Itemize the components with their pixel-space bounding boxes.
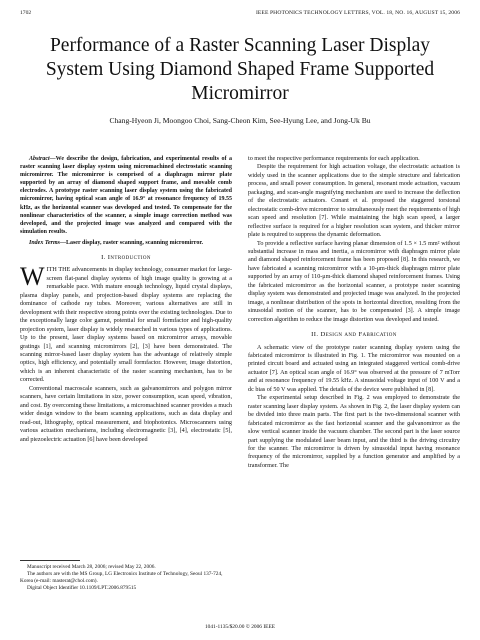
section-heading-design: II. Design and Fabrication [311, 331, 397, 339]
left-column [20, 155, 232, 444]
body-paragraph-1: Despite the requirement for high actuation voltage, the electrostatic actuation is widely used in the scanner applications due to the simple structure and fabrication process, and small power consumption. In general, resonant mode actuation, vacuum packaging, and scan-angle magnifying mechanism are used to increase the deflection of the electrostatic actuators. Conant et al. proposed the staggered torsional electrostatic comb-drive micromirror to simultaneously meet the requirements of high scan speed and resolution [7]. While maintaining the high scan speed, a larger reflective surface is required for a higher resolution scan system, and thicker mirror plate is required to suppress the dynamic deformation. [248, 164, 460, 239]
footnote-affiliation: The authors are with the MS Group, LG Electronics Institute of Technology, Seoul 137-724, Korea (e-mail: masterat@chol.com). [20, 571, 223, 585]
copyright-line: 1041-1135/$20.00 © 2006 IEEE [204, 624, 276, 630]
body-paragraph-3: A schematic view of the prototype raster scanning display system using the fabricated micromirror is illustrated in Fig. 1. The micromirror was mounted on a printed circuit board and actuated using an integrated staggered vertical comb-drive actuator [7]. An optical scan angle of 16.9° was observed at the pressure of 7 mTorr and at resonance frequency of 19.55 kHz. A sinusoidal voltage input of 100 V and a dc bias of 50 V was applied. The details of the device were published in [8]. [248, 344, 460, 393]
abstract-text: We describe the design, fabrication, and experimental results of a raster scanning laser display system using micromachined electrostatic scanning micromirror. The micromirror is comprised of a diaphragm mirror plate supported by an array of diamond shaped support frame, and movable comb electrodes. A prototype raster scanning laser display system using the fabricated micromirror, having optical scan angle of 16.9° at resonance frequency of 19.55 kHz, as the horizontal scanner was developed and tested. To compensate for the nonlinear characteristics of the scanner, a simple image correction method was developed, and the projected image was analyzed and compared with the simulation results. [20, 156, 232, 235]
title-line-3: Micromirror [191, 83, 289, 104]
intro-paragraph-1 [20, 262, 232, 384]
title-line-1: Performance of a Raster Scanning Laser Display [49, 35, 431, 56]
body-paragraph-2: To provide a reflective surface having planar dimension of 1.5 × 1.5 mm² without substantial increase in mass and inertia, a micromirror with diaphragm mirror plate and diamond shaped reinforcement frame has been proposed [8]. In this research, we have fabricated a scanning micromirror with a 10-μm-thick diaphragm mirror plate supported by an array of 110-μm-thick diamond shaped reinforcement frames. Using the fabricated micromirror as the horizontal scanner, a prototype raster scanning display system was demonstrated and projected image was analyzed. In the projected image, a nonlinear distribution of the spots in horizontal direction, resulting from the sinusoidal motion of the scanner, has to be compensated [3]. A simple image correction algorithm to reduce the image distortion was developed and tested. [248, 240, 460, 323]
drop-cap: W [20, 262, 45, 292]
index-terms-text: Laser display, raster scanning, scanning micromirror. [65, 239, 203, 246]
section-heading-introduction: I. Introduction [101, 254, 151, 262]
body-paragraph-0: to meet the respective performance requirements for each application. [248, 156, 420, 162]
footnote-received: Manuscript received March 28, 2006; revised May 22, 2006. [27, 564, 156, 570]
footnote-doi: Digital Object Identifier 10.1109/LPT.2006.879515 [27, 585, 137, 592]
paper-title [20, 34, 460, 106]
footnote [20, 560, 232, 592]
intro-paragraph-2: Conventional macroscale scanners, such as galvanomirrors and polygon mirror scanners, have certain limitations in size, power consumption, scan speed, vibration, and cost. By overcoming these limitations, a micromachined scanner provides a much wider design window to the beam scanning applications, such as data display and read-out, lithography, optical measurement, and biophotonics. Microscanners using various actuation mechanisms, including electromagnetic [3], [4], electrostatic [5], and piezoelectric actuation [6] have been developed [20, 385, 232, 443]
index-terms [20, 239, 232, 247]
author-list: Chang-Hyeon Ji, Moongoo Choi, Sang-Cheon Kim, See-Hyung Lee, and Jong-Uk Bu [109, 116, 371, 125]
index-terms-label: Index Terms— [29, 239, 66, 246]
journal-header: IEEE PHOTONICS TECHNOLOGY LETTERS, VOL. 18, NO. 16, AUGUST 15, 2006 [255, 10, 460, 16]
abstract-label: Abstract— [29, 156, 56, 162]
right-column [248, 155, 460, 470]
footnote-rule [20, 560, 80, 561]
intro-p1-text: ITH THE advancements in display technology, consumer market for large-screen flat-panel display systems of high image quality is growing at a remarkable pace. With mature enough technology, liquid crystal displays, plasma display panels, and projection-based display systems are replacing the dominance of cathode ray tubes. Moreover, various alternatives are still in development with their respective strong points over the existing technologies. Due to the exceptionally large color gamut, potential for small formfactor and high-quality projection system, laser display is widely researched in various types of applications. Up to the present, laser display systems based on micromirror arrays, movable gratings [1], and scanning micromirrors [2], [3] have been demonstrated. The scanning mirror-based laser display system has the advantage of relatively simple optics, high efficiency, and potentially small formfactor. However, image distortion, which is an inherent characteristic of the raster scanning mechanism, has to be corrected. [20, 267, 232, 384]
body-paragraph-4: The experimental setup described in Fig. 2 was employed to demonstrate the raster scanning laser display system. As shown in Fig. 2, the laser display system can be divided into three main parts. The first part is the two-dimensional scanner with fabricated micromirror as the fast horizontal scanner and the galvanomirror as the slow vertical scanner inside the vacuum chamber. The second part is the laser source part supplying the modulated laser beam input, and the third is the driving circuitry for the scanner. The micromirror is driven by sinusoidal input having resonance frequency of the micromirror, supplied by a function generator and amplified by a transformer. The [248, 395, 460, 469]
running-header [20, 10, 460, 20]
title-line-2: System Using Diamond Shaped Frame Supported [45, 59, 435, 80]
abstract [20, 155, 232, 236]
page-number: 1702 [20, 10, 32, 16]
